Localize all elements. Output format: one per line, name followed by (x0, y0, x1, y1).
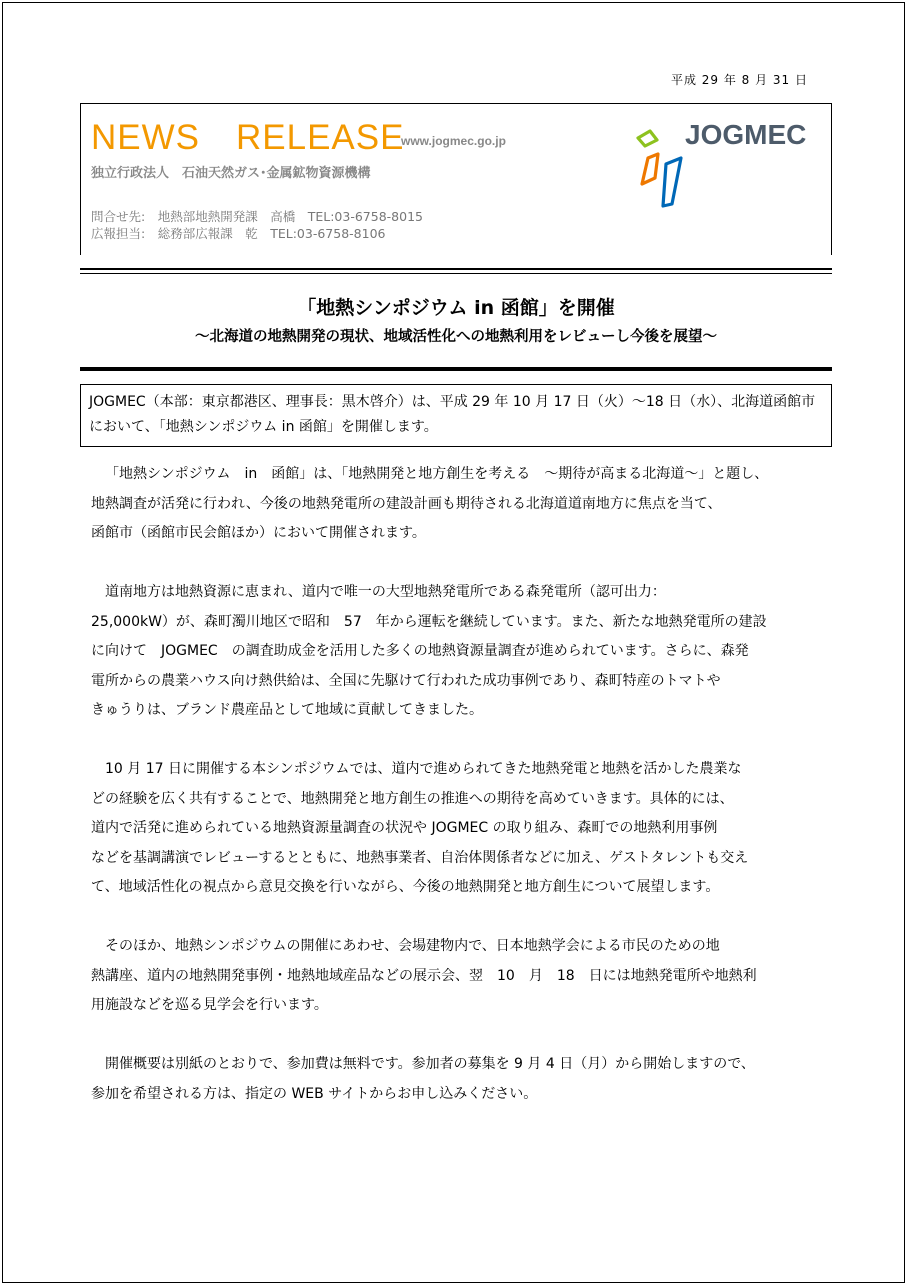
contact-press: 広報担当: 総務部広報課 乾 TEL:03-6758-8106 (91, 226, 386, 241)
header-divider (80, 268, 832, 274)
summary-line: JOGMEC（本部：東京都港区、理事長：黒木啓介）は、平成 29 年 10 月 17 日（火）～18 日（水）、北海道函館市 (89, 394, 816, 410)
paragraph-line: 電所からの農業ハウス向け熱供給は、全国に先駆けて行われた成功事例であり、森町特産のトマトや (91, 672, 721, 689)
paragraph-line: そのほか、地熱シンポジウムの開催にあわせ、会場建物内で、日本地熱学会による市民のための地 (105, 938, 720, 954)
paragraph-line: 道南地方は地熱資源に恵まれ、道内で唯一の大型地熱発電所である森発電所（認可出力： (105, 584, 666, 600)
headline-title: 「地熱シンポジウム in 函館」を開催 (297, 297, 615, 319)
paragraph-line: 25,000kW）が、森町濁川地区で昭和 57 年から運転を継続しています。また、新たな地熱発電所の建設 (91, 613, 767, 630)
body-text (91, 460, 826, 1139)
logo-mark-blue (663, 158, 681, 206)
paragraph-5 (91, 1050, 826, 1109)
paragraph-line: きゅうりは、ブランド農産品として地域に貢献してきました。 (91, 702, 483, 718)
paragraph-line: に向けて JOGMEC の調査助成金を活用した多くの地熱資源量調査が進められています。さらに、森発 (91, 643, 749, 659)
paragraph-2 (91, 578, 826, 726)
jogmec-logo-text: JOGMEC (685, 119, 807, 150)
news-release-header (80, 103, 832, 255)
summary-box (80, 384, 832, 447)
summary-line: において、「地熱シンポジウム in 函館」を開催します。 (89, 419, 438, 435)
logo-mark-green (638, 131, 657, 146)
paragraph-1 (91, 460, 826, 549)
headline-subtitle: ～北海道の地熱開発の現状、地域活性化への地熱利用をレビューし今後を展望～ (195, 329, 717, 345)
release-date: 平成 29 年 8 月 31 日 (670, 73, 808, 87)
paragraph-line: 地熱調査が活発に行われ、今後の地熱発電所の建設計画も期待される北海道道南地方に焦点を当て、 (91, 495, 722, 512)
paragraph-4 (91, 932, 826, 1021)
paragraph-line: 10 月 17 日に開催する本シンポジウムでは、道内で進められてきた地熱発電と地熱を活かした農業な (105, 761, 742, 777)
paragraph-line: どの経験を広く共有することで、地熱開発と地方創生の推進への期待を高めていきます。具体的には、 (91, 790, 734, 807)
paragraph-line: て、地域活性化の視点から意見交換を行いながら、今後の地熱開発と地方創生について展望します。 (91, 879, 720, 895)
news-release-title: NEWS RELEASE (91, 118, 405, 157)
paragraph-line: 開催概要は別紙のとおりで、参加費は無料です。参加者の募集を 9 月 4 日（月）から開始しますので、 (105, 1056, 755, 1072)
paragraph-line: 用施設などを巡る見学会を行います。 (91, 997, 328, 1013)
paragraph-3 (91, 755, 826, 903)
document-page (2, 2, 905, 1283)
paragraph-line: 熱講座、道内の地熱開発事例・地熱地域産品などの展示会、翌 10 月 18 日には地熱発電所や地熱利 (91, 967, 757, 984)
paragraph-line: 函館市（函館市民会館ほか）において開催されます。 (91, 525, 426, 541)
organization-name: 独立行政法人 石油天然ガス･金属鉱物資源機構 (91, 166, 371, 181)
paragraph-line: などを基調講演でレビューするとともに、地熱事業者、自治体関係者などに加え、ゲストタレントも交え (91, 849, 749, 866)
paragraph-line: 「地熱シンポジウム in 函館」は、「地熱開発と地方創生を考える ～期待が高まる北海道～」と題し、 (105, 466, 769, 482)
paragraph-line: 道内で活発に進められている地熱資源量調査の状況や JOGMEC の取り組み、森町での地熱利用事例 (91, 820, 718, 836)
contact-inquiry: 問合せ先: 地熱部地熱開発課 高橋 TEL:03-6758-8015 (91, 209, 423, 224)
logo-mark-orange (642, 154, 658, 184)
headline-divider (80, 367, 832, 371)
website-url: www.jogmec.go.jp (401, 134, 506, 148)
paragraph-line: 参加を希望される方は、指定の WEB サイトからお申し込みください。 (91, 1085, 538, 1102)
